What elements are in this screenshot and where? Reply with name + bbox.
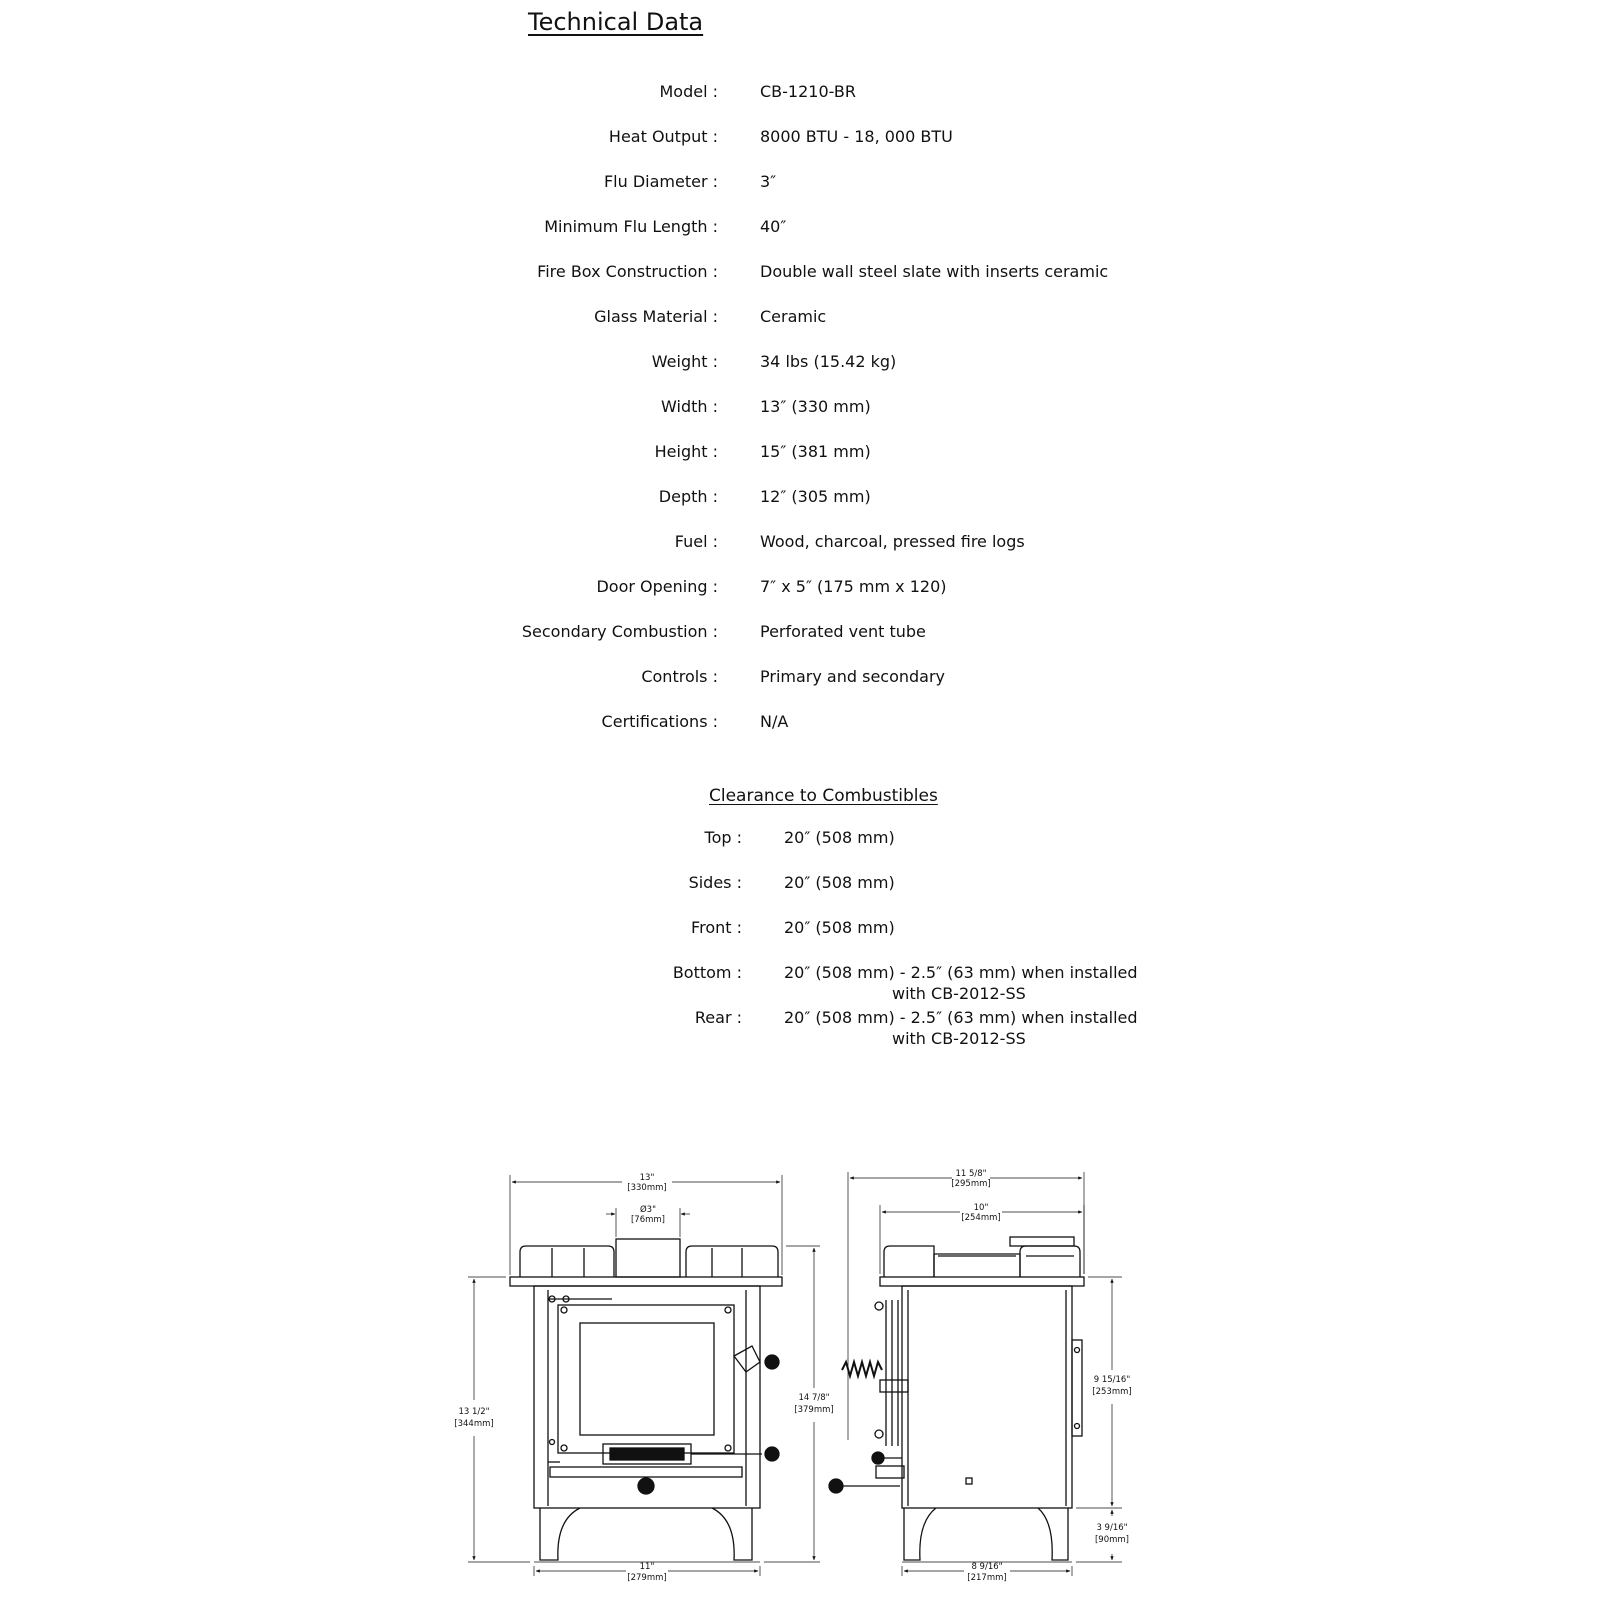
spec-label: Certifications :: [601, 712, 718, 731]
flue-diameter-mm: [76mm]: [630, 1215, 666, 1225]
clearance-value: 20″ (508 mm): [784, 873, 895, 892]
spec-label: Minimum Flu Length :: [544, 217, 718, 236]
spec-value: Primary and secondary: [760, 667, 946, 686]
body-height-mm: [253mm]: [1092, 1387, 1132, 1397]
clearance-value: 20″ (508 mm) - 2.5″ (63 mm) when installed: [784, 963, 1138, 982]
front-height-inch: 13 1/2": [458, 1407, 490, 1417]
side-base-inch: 8 9/16": [971, 1562, 1003, 1572]
spec-value: 3″: [760, 172, 777, 191]
spec-label: Flu Diameter :: [603, 172, 718, 191]
spec-label: Fire Box Construction :: [537, 262, 718, 281]
side-top-inch: 10": [973, 1203, 989, 1213]
spec-label: Width :: [661, 397, 718, 416]
clearance-label: Top :: [704, 828, 742, 847]
spec-label: Glass Material :: [594, 307, 718, 326]
spec-value: N/A: [760, 712, 789, 731]
clearance-value: 20″ (508 mm) - 2.5″ (63 mm) when installed: [784, 1008, 1138, 1027]
spec-label: Depth :: [658, 487, 718, 506]
spec-value: 13″ (330 mm): [760, 397, 871, 416]
clearance-value: 20″ (508 mm): [784, 828, 895, 847]
front-height-mm: [344mm]: [454, 1419, 494, 1429]
clearance-label: Rear :: [694, 1008, 742, 1027]
clearance-note: with CB-2012-SS: [892, 984, 1026, 1003]
flue-diameter-inch: Ø3": [639, 1205, 657, 1215]
spec-label: Model :: [659, 82, 718, 101]
spec-value: 8000 BTU - 18, 000 BTU: [760, 127, 953, 146]
side-depth-inch: 11 5/8": [955, 1169, 987, 1179]
clearance-label: Front :: [691, 918, 742, 937]
spec-label: Height :: [654, 442, 718, 461]
side-top-mm: [254mm]: [961, 1213, 1001, 1223]
spec-label: Weight :: [651, 352, 718, 371]
side-base-mm: [217mm]: [967, 1573, 1007, 1583]
spec-value: 15″ (381 mm): [760, 442, 871, 461]
body-height-inch: 9 15/16": [1093, 1375, 1131, 1385]
spec-value: 12″ (305 mm): [760, 487, 871, 506]
clearance-note: with CB-2012-SS: [892, 1029, 1026, 1048]
page-title: Technical Data: [528, 8, 704, 36]
spec-value: CB-1210-BR: [760, 82, 856, 101]
side-depth-mm: [295mm]: [951, 1179, 991, 1189]
clearance-value: 20″ (508 mm): [784, 918, 895, 937]
spec-value: Wood, charcoal, pressed fire logs: [760, 532, 1025, 551]
clearance-title: Clearance to Combustibles: [709, 786, 938, 806]
spec-value: 40″: [760, 217, 787, 236]
clearance-label: Sides :: [688, 873, 742, 892]
total-height-mm: [379mm]: [794, 1405, 834, 1415]
spec-label: Door Opening :: [596, 577, 718, 596]
front-view: [468, 1175, 820, 1576]
spec-value: 34 lbs (15.42 kg): [760, 352, 897, 371]
leg-height-mm: [90mm]: [1094, 1535, 1130, 1545]
spec-label: Fuel :: [674, 532, 718, 551]
spec-label: Controls :: [641, 667, 718, 686]
front-width-mm: [330mm]: [627, 1183, 667, 1193]
spec-label: Secondary Combustion :: [521, 622, 718, 641]
spec-value: Double wall steel slate with inserts ceramic: [760, 262, 1109, 281]
clearance-label: Bottom :: [672, 963, 742, 982]
spec-value: Ceramic: [760, 307, 827, 326]
front-base-inch: 11": [639, 1562, 655, 1572]
spec-label: Heat Output :: [608, 127, 718, 146]
spec-value: Perforated vent tube: [760, 622, 926, 641]
front-base-mm: [279mm]: [627, 1573, 667, 1583]
side-view: [829, 1172, 1122, 1576]
total-height-inch: 14 7/8": [798, 1393, 830, 1403]
front-width-inch: 13": [639, 1173, 655, 1183]
leg-height-inch: 3 9/16": [1096, 1523, 1128, 1533]
spec-value: 7″ x 5″ (175 mm x 120): [760, 577, 947, 596]
